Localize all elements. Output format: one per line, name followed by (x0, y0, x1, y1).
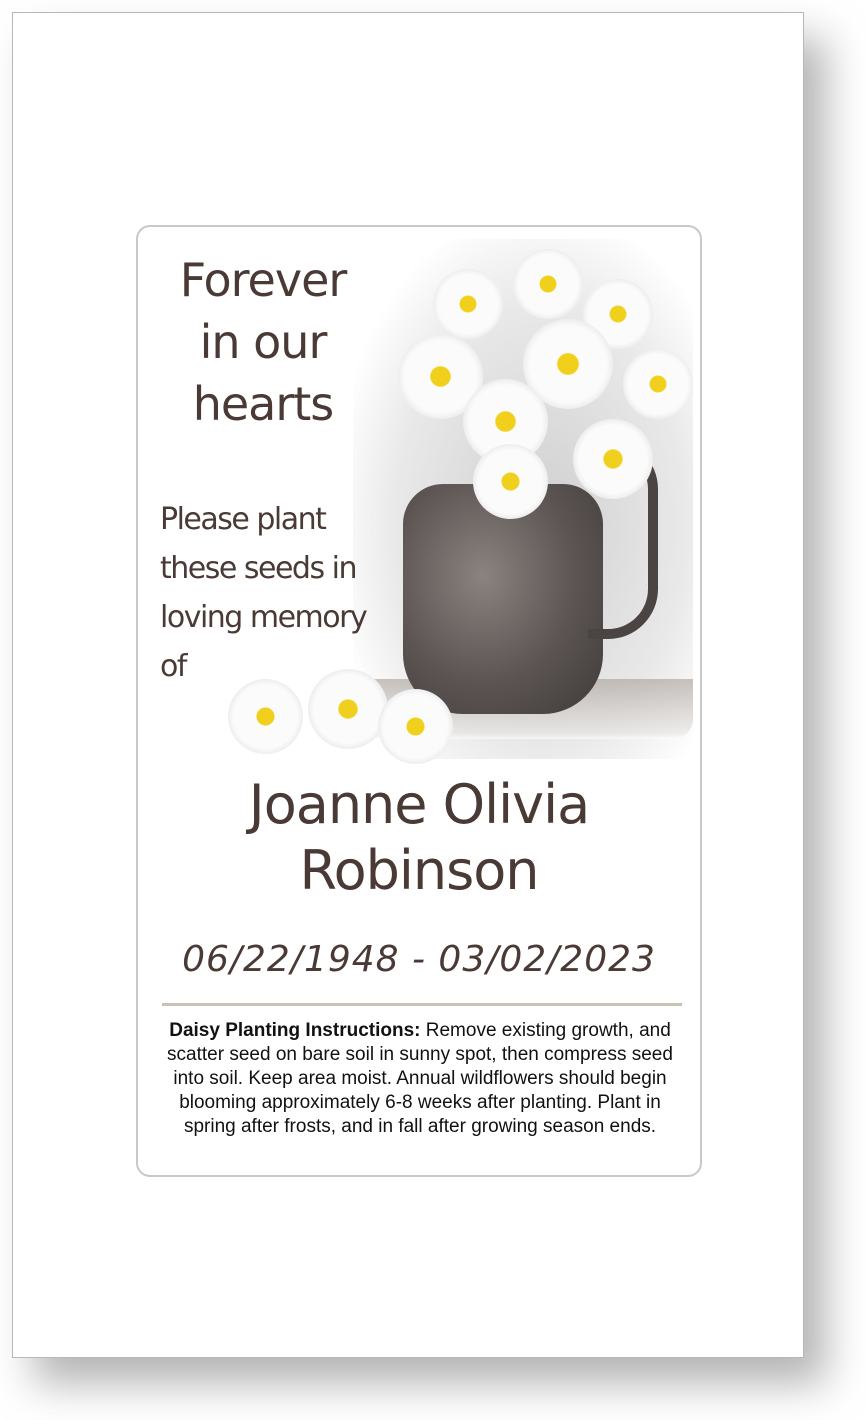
instructions-title: Daisy Planting Instructions: (169, 1020, 421, 1041)
headline-line: in our (199, 315, 327, 369)
dedication-line: loving memory (160, 600, 367, 635)
instructions-body: Remove existing growth, and scatter seed on bare soil in sunny spot, then compress seed into soil. Keep area moist. Annual wildflowers should begin blooming approximately 6-8 weeks after planting. Plant in spring after frosts, and in fall after growing season ends. (167, 1020, 673, 1137)
daisy-icon (433, 269, 503, 339)
dedication-line: of (160, 649, 186, 684)
divider (162, 1003, 682, 1006)
pitcher-image (403, 484, 603, 714)
daisy-pitcher-photo (353, 239, 693, 759)
memorial-label (136, 225, 702, 1177)
dedication-line: these seeds in (160, 551, 356, 586)
name-line: Robinson (299, 839, 539, 902)
dedication-text (160, 495, 390, 691)
daisy-icon (623, 349, 693, 419)
life-dates: 06/22/1948 - 03/02/2023 (182, 939, 656, 980)
memorial-name (138, 772, 700, 904)
seed-packet (12, 12, 804, 1358)
dedication-line: Please plant (160, 502, 326, 537)
daisy-icon (573, 419, 653, 499)
name-line: Joanne Olivia (248, 773, 590, 836)
headline-line: Forever (179, 253, 347, 307)
daisy-icon (473, 444, 548, 519)
daisy-icon (378, 689, 453, 764)
headline (158, 249, 368, 435)
headline-line: hearts (192, 377, 334, 431)
daisy-icon (513, 249, 583, 319)
planting-instructions (152, 1019, 688, 1139)
